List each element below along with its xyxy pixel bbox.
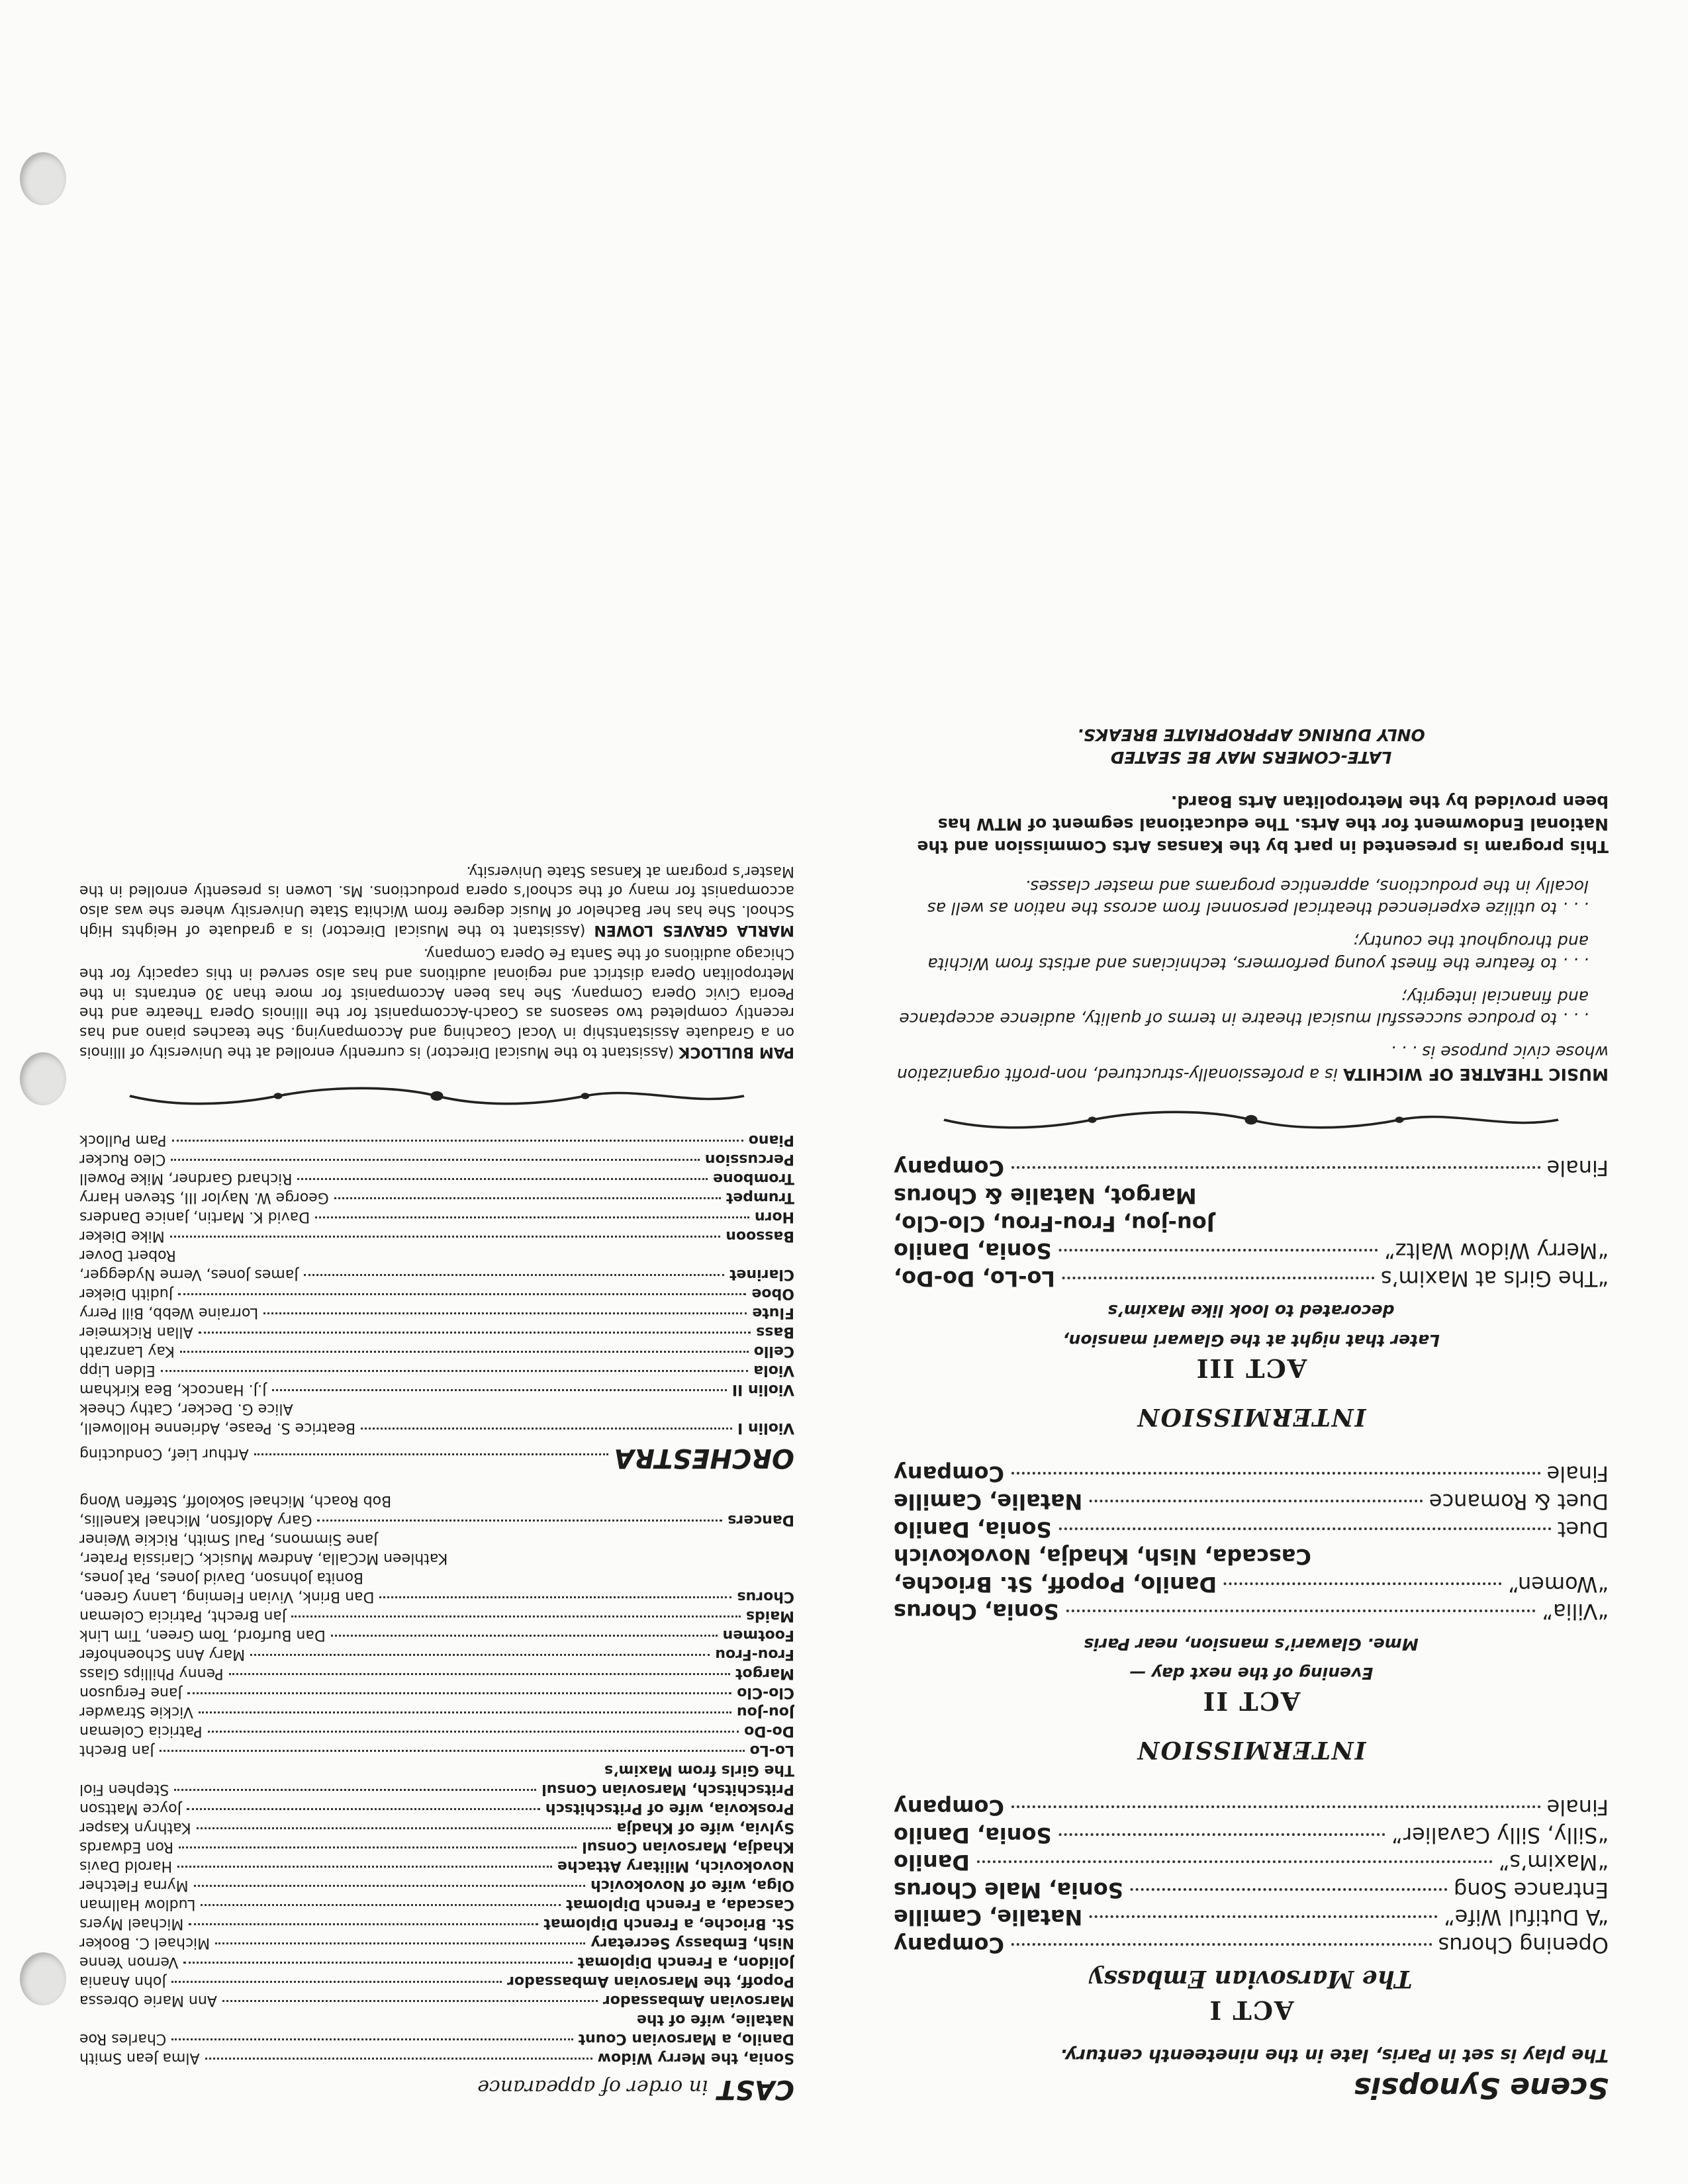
actor-name: Ann Marie Obressa	[79, 1991, 217, 2009]
cast-row	[79, 2029, 794, 2048]
act-setting: decorated to look like Maxim’s	[1107, 1301, 1395, 1321]
actor-name: Alma Jean Smith	[79, 2050, 200, 2066]
bio-name: PAM BULLOCK	[679, 1043, 794, 1060]
dot-leader	[297, 1178, 708, 1180]
number-performers: Natalie, Camille	[894, 1489, 1083, 1515]
actor-name: Patricia Coleman	[79, 1723, 203, 1740]
number-performers: Lo-Lo, Do-Do,	[894, 1265, 1055, 1291]
latecomer-notice	[894, 723, 1609, 768]
dot-leader	[172, 1140, 743, 1142]
cast-row	[79, 1702, 794, 1721]
dot-leader	[1058, 1833, 1385, 1836]
actor-name: Ludlow Hallman	[79, 1895, 196, 1913]
cast-column	[79, 79, 794, 2105]
number-title: Duet	[1557, 1516, 1609, 1542]
actor-name: Vickie Strawder	[79, 1704, 193, 1721]
actor-name: Myrna Fletcher	[79, 1876, 189, 1893]
section-name: Cello	[753, 1343, 794, 1360]
role-name: Maids	[745, 1608, 794, 1625]
section-name: Piano	[748, 1131, 794, 1148]
player-names: Beatrice S. Pease, Adrienne Hollowell,	[79, 1420, 356, 1437]
number-title: Finale	[1546, 1461, 1609, 1487]
role-name: Natalie, wife of the	[636, 2011, 794, 2028]
acts-list	[894, 1154, 1609, 2025]
musical-number	[894, 1931, 1609, 1958]
player-names: Kay Lanzrath	[79, 1343, 175, 1360]
role-name: Popoff, the Marsovian Ambassador	[507, 1972, 794, 1989]
musical-number	[894, 1821, 1609, 1848]
role-name: Nish, Embassy Secretary	[590, 1934, 794, 1951]
role-name: Proskovia, wife of Pritschitsch	[545, 1799, 794, 1817]
intermission-label: INTERMISSION	[1136, 1402, 1366, 1431]
role-name: Khadja, Marsovian Consul	[582, 1838, 794, 1855]
actor-name: John Anania	[79, 1972, 166, 1989]
cast-row	[79, 1721, 794, 1741]
dot-leader	[291, 1615, 741, 1617]
purpose-item: . . . to utilize experienced theatrical personnel from across the nation as well as locally in the productions, apprentice programs and master classes.	[927, 876, 1589, 919]
dot-leader	[160, 1751, 745, 1752]
dot-leader	[1223, 1582, 1501, 1585]
musical-number	[894, 1598, 1609, 1625]
cast-row	[79, 1818, 794, 1837]
player-names: Cleo Rucker	[79, 1150, 166, 1167]
player-names: Judith Dieker	[79, 1285, 173, 1302]
musical-number	[894, 1876, 1609, 1903]
ornament-divider	[933, 1108, 1569, 1132]
dot-leader	[361, 1428, 732, 1430]
role-name: Sylvia, wife of Khadja	[616, 1819, 794, 1836]
cast-row	[79, 1780, 794, 1799]
dot-leader	[170, 1236, 721, 1238]
cast-row	[79, 1914, 794, 1933]
dot-leader	[199, 1332, 751, 1334]
musical-number	[894, 1237, 1609, 1265]
player-names: Mike Dieker	[79, 1227, 165, 1244]
number-performers: Danilo	[894, 1850, 970, 1876]
section-name: Percussion	[704, 1150, 794, 1167]
dot-leader	[1011, 1943, 1432, 1946]
number-title: Finale	[1546, 1795, 1609, 1821]
dot-leader	[187, 1808, 540, 1810]
dot-leader	[205, 2058, 592, 2060]
number-title: “Vilia”	[1542, 1599, 1609, 1625]
dot-leader	[334, 1197, 721, 1199]
number-title: “Maxim’s”	[1498, 1850, 1609, 1876]
number-title: Entrance Song	[1453, 1877, 1609, 1903]
orchestra-row	[79, 1207, 794, 1226]
purpose-item: . . . to produce successful musical theatre in terms of quality, audience acceptance and financial integrity;	[899, 987, 1589, 1029]
chorus-row: Chorus Dan Brink, Vivian Fleming, Lanny Green,	[79, 1588, 794, 1606]
role-name: Danilo, a Marsovian Count	[578, 2030, 794, 2047]
dot-leader	[171, 1159, 700, 1161]
orchestra-row	[79, 1130, 794, 1150]
orchestra-row	[79, 1418, 794, 1437]
role-name: Marsovian Ambassador	[602, 1991, 794, 2009]
number-title: Finale	[1546, 1156, 1609, 1181]
player-names: Elden Lipp	[79, 1362, 156, 1379]
actor-name: Harold Davis	[79, 1857, 173, 1874]
bio-text: (Assistant to the Musical Director) is currently enrolled at the University of Illinois on a Graduate Assistantship in Vocal Coaching and Accompanying. She teaches piano and has recently completed two seasons as Coach-Accompanist for the Illinois Opera Theatre and the Peoria Civic Opera Company. She has been Accompanist for more than 30 entrants in the Metropolitan Opera district and regional auditions and has also served in this capacity for the Chicago auditions of the Santa Fe Opera Company.	[79, 945, 794, 1060]
cast-row	[79, 1799, 794, 1818]
dot-leader	[180, 1351, 749, 1353]
number-performers: Company	[894, 1461, 1004, 1487]
dot-leader	[222, 2000, 598, 2002]
number-title: “Women”	[1508, 1571, 1609, 1597]
cast-row	[79, 2048, 794, 2068]
dot-leader	[208, 1731, 739, 1733]
role-name: Lo-Lo	[749, 1742, 794, 1759]
chorus-line: Jane Simmons, Paul Smith, Rickie Weiner	[79, 1531, 378, 1548]
bio-paragraph	[79, 944, 794, 1062]
cast-row	[79, 1895, 794, 1914]
performers-continued: Margot, Natalie & Chorus	[894, 1183, 1197, 1209]
number-performers: Natalie, Camille	[894, 1905, 1083, 1931]
intermission-label: INTERMISSION	[1136, 1736, 1366, 1764]
role-name: Frou-Frou	[715, 1646, 794, 1663]
purpose-item: . . . to feature the finest young performers, technicians and artists from Wichita and throughout the country;	[927, 932, 1589, 974]
actor-name: Penny Phillips Glass	[79, 1665, 224, 1682]
role-name: St. Brioche, a French Diplomat	[543, 1915, 794, 1932]
actor-name: Vernon Yenne	[79, 1953, 179, 1970]
bio-text: (Assistant to the Musical Director) is a graduate of Heights High School. She has her Bachelor of Music degree from Wichita State University where she was also accompanist for many of the school’s opera productions. Ms. Lowen is presently enrolled in the Master’s program at Kansas State University.	[79, 862, 794, 938]
number-performers: Sonia, Chorus	[894, 1599, 1059, 1625]
cast-row	[79, 1606, 794, 1625]
orchestra-row	[79, 1380, 794, 1399]
dot-leader	[1130, 1888, 1447, 1891]
actor-name: Ron Edwards	[79, 1838, 174, 1855]
dot-leader	[272, 1389, 727, 1391]
cast-list	[79, 1606, 794, 2068]
dot-leader	[263, 1312, 747, 1314]
dancers-line: Bob Roach, Michael Sokoloff, Steffen Wong	[79, 1492, 392, 1510]
dot-leader	[1062, 1277, 1374, 1279]
dot-leader	[250, 1654, 710, 1656]
dot-leader	[304, 1274, 724, 1276]
actor-name: Jane Ferguson	[79, 1684, 182, 1702]
orchestra-heading-row	[79, 1437, 794, 1482]
conductor: Arthur Lief, Conducting	[79, 1445, 249, 1463]
performers-continued: Jou-jou, Frou-Frou, Clo-Clo,	[894, 1210, 1215, 1236]
role-name: Footmen	[722, 1627, 794, 1644]
mtw-intro	[894, 1040, 1609, 1085]
musical-number	[894, 1903, 1609, 1931]
funding-note: This program is presented in part by the Kansas Arts Commission and the National Endowment for the Arts. The educational segment of MTW has been provided by the Metropolitan Arts Board.	[917, 792, 1609, 856]
section-name: Bass	[756, 1324, 794, 1341]
role-name: Pritschitsch, Marsovian Consul	[541, 1780, 794, 1797]
dancers-row: Dancers Gary Adolfson, Michael Kanellis,	[79, 1512, 794, 1529]
dot-leader	[1011, 1167, 1540, 1169]
dot-leader	[183, 1962, 572, 1964]
dot-leader	[1058, 1527, 1551, 1530]
role-name: Jolidon, a French Diplomat	[577, 1953, 794, 1970]
chorus-line: Kathleen McCalla, Andrew Musick, Clarissia Prater,	[79, 1550, 448, 1567]
orchestra-row	[79, 1361, 794, 1380]
number-performers: Sonia, Male Chorus	[894, 1877, 1123, 1903]
number-performers: Company	[894, 1156, 1004, 1181]
cast-row	[79, 1683, 794, 1702]
orchestra-list	[79, 1130, 794, 1438]
dot-leader	[177, 1866, 552, 1868]
dot-leader	[189, 1923, 538, 1925]
mtw-intro-text: is a professionally-structured, non-profit organization whose civic purpose is . . .	[896, 1042, 1609, 1084]
player-names: David K. Martin, Janice Danders	[79, 1208, 310, 1225]
number-title: “Silly, Silly Cavalier”	[1391, 1822, 1609, 1848]
cast-row	[79, 1837, 794, 1856]
musical-number	[894, 1848, 1609, 1876]
role-name: Sonia, the Merry Widow	[597, 2050, 794, 2066]
number-title: Duet & Romance	[1429, 1489, 1609, 1515]
actor-name: Jan Brecht	[79, 1742, 154, 1759]
actor-name: Stephen Fiol	[79, 1780, 169, 1797]
number-title: “A Dutiful Wife”	[1444, 1905, 1609, 1931]
player-names: Robert Dover	[79, 1246, 176, 1263]
number-performers: Company	[894, 1795, 1004, 1821]
dot-leader	[201, 1904, 561, 1906]
cast-row	[79, 1952, 794, 1972]
dot-leader	[229, 1673, 730, 1675]
player-names: J.J. Hancock, Bea Kirkham	[79, 1381, 267, 1398]
dot-leader	[1011, 1472, 1540, 1475]
dot-leader	[1066, 1610, 1536, 1612]
dot-leader	[194, 1885, 585, 1887]
dot-leader	[197, 1827, 612, 1829]
cast-row	[79, 1933, 794, 1952]
cast-row	[79, 1664, 794, 1683]
number-title: Opening Chorus	[1438, 1933, 1609, 1958]
bio-paragraph	[79, 861, 794, 940]
dot-leader	[1058, 1249, 1378, 1251]
musical-number	[894, 1460, 1609, 1488]
player-names: Richard Gardner, Mike Powell	[79, 1169, 293, 1187]
synopsis-column	[894, 79, 1609, 2105]
orchestra-title: ORCHESTRA	[614, 1443, 794, 1474]
act-label: ACT I	[1208, 1995, 1294, 2025]
dot-leader	[1011, 1805, 1540, 1808]
musical-number	[894, 1264, 1609, 1292]
cast-heading: CAST in order of appearance	[477, 2074, 794, 2105]
actor-name: Joyce Mattson	[79, 1799, 182, 1817]
role-name: Margot	[735, 1665, 794, 1682]
actor-name: Mary Ann Schoenhofer	[79, 1646, 246, 1663]
section-name: Bassoon	[726, 1227, 794, 1244]
number-performers: Company	[894, 1933, 1004, 1958]
musical-number	[894, 1515, 1609, 1543]
actor-name: Jan Brecht, Patricia Coleman	[79, 1608, 287, 1625]
dot-leader	[199, 1711, 731, 1713]
dot-leader	[1089, 1500, 1423, 1502]
dot-leader	[1089, 1915, 1437, 1918]
act-label: ACT III	[1195, 1353, 1307, 1383]
section-name: Horn	[754, 1208, 794, 1225]
orchestra-row	[79, 1150, 794, 1169]
dot-leader	[174, 1789, 536, 1791]
setting-note: The play is set in Paris, late in the nineteenth century.	[1060, 2045, 1609, 2066]
player-names: George W. Naylor III, Steven Harry	[79, 1189, 329, 1206]
section-name: Violin II	[731, 1381, 794, 1398]
number-performers: Sonia, Danilo	[894, 1238, 1052, 1264]
punch-hole	[20, 1952, 66, 2005]
number-performers: Sonia, Danilo	[894, 1822, 1052, 1848]
cast-row	[79, 1856, 794, 1876]
musical-number	[894, 1154, 1609, 1182]
cast-row	[79, 1625, 794, 1645]
dot-leader	[187, 1692, 731, 1694]
chorus-line: Bonita Johnson, David Jones, Pat Jones,	[79, 1569, 364, 1586]
punch-hole	[20, 1052, 66, 1105]
section-name: Clarinet	[729, 1266, 794, 1283]
player-names: Allan Rickmeier	[79, 1324, 193, 1341]
role-name: The Girls from Maxim’s	[604, 1761, 794, 1778]
synopsis-title: Scene Synopsis	[1354, 2071, 1609, 2105]
dot-leader	[171, 2038, 573, 2040]
section-name: Oboe	[751, 1285, 794, 1302]
cast-row	[79, 1741, 794, 1760]
dot-leader	[976, 1860, 1492, 1863]
act-setting: Mme. Glawari’s mansion, near Paris	[1084, 1634, 1419, 1654]
mtw-name: MUSIC THEATRE OF WICHITA	[1342, 1064, 1609, 1084]
act-setting: Evening of the next day —	[1129, 1664, 1374, 1684]
musical-number	[894, 1570, 1609, 1598]
purposes-list	[894, 875, 1609, 1030]
player-names: Alice G. Decker, Cathy Cheek	[79, 1400, 293, 1418]
number-performers: Danilo, Popoff, St. Brioche,	[894, 1571, 1217, 1597]
section-name: Viola	[753, 1362, 794, 1379]
cast-row	[79, 1991, 794, 2010]
dot-leader	[331, 1635, 718, 1637]
orchestra-row	[79, 1303, 794, 1322]
number-title: “Merry Widow Waltz”	[1384, 1238, 1609, 1264]
orchestra-row	[79, 1226, 794, 1246]
latecomer-line-1: LATE-COMERS MAY BE SEATED	[1110, 747, 1392, 767]
orchestra-row	[79, 1322, 794, 1342]
orchestra-row	[79, 1188, 794, 1207]
dot-leader	[315, 1216, 749, 1218]
dot-leader	[215, 1942, 585, 1944]
section-name: Trumpet	[726, 1189, 794, 1206]
section-name: Trombone	[713, 1169, 794, 1187]
act-setting: Later that night at the Glawari mansion,	[1062, 1330, 1440, 1350]
section-name: Violin I	[737, 1420, 794, 1437]
dot-leader	[178, 1293, 746, 1295]
cast-row	[79, 1876, 794, 1895]
player-names: Lorraine Webb, Bill Perry	[79, 1304, 259, 1322]
act-subtitle: The Marsovian Embassy	[1090, 1965, 1413, 1993]
orchestra-row	[79, 1169, 794, 1188]
orchestra-row	[79, 1265, 794, 1284]
role-name: Clo-Clo	[737, 1684, 794, 1702]
role-name: Novokovich, Military Attache	[557, 1857, 794, 1874]
number-performers: Sonia, Danilo	[894, 1516, 1052, 1542]
orchestra-row	[79, 1342, 794, 1361]
dot-leader	[161, 1370, 749, 1372]
cast-row	[79, 1645, 794, 1664]
actor-name: Michael C. Booker	[79, 1934, 211, 1951]
dot-leader	[179, 1846, 577, 1848]
musical-number	[894, 1793, 1609, 1821]
number-title: “The Girls at Maxim’s	[1380, 1265, 1609, 1291]
player-names: Pam Pullock	[79, 1131, 167, 1148]
player-names: James Jones, Verne Nydegger,	[79, 1266, 299, 1283]
actor-name: Dan Burford, Tom Green, Tim Link	[79, 1627, 326, 1644]
role-name: Do-Do	[744, 1723, 794, 1740]
role-name: Olga, wife of Novokovich	[590, 1876, 794, 1893]
latecomer-line-2: ONLY DURING APPROPRIATE BREAKS.	[1077, 725, 1425, 745]
act-label: ACT II	[1201, 1686, 1301, 1717]
cast-row	[79, 1972, 794, 1991]
section-name: Flute	[752, 1304, 794, 1322]
punch-hole	[20, 152, 66, 205]
actor-name: Kathryn Kasper	[79, 1819, 191, 1836]
actor-name: Michael Myers	[79, 1915, 184, 1932]
actor-name: Charles Roe	[79, 2030, 167, 2047]
dot-leader	[171, 1981, 502, 1983]
role-name: Jou-Jou	[736, 1704, 794, 1721]
role-name: Cascada, a French Diplomat	[566, 1895, 794, 1913]
musical-number	[894, 1487, 1609, 1515]
performers-continued: Cascada, Nish, Khadja, Novokovich	[894, 1544, 1311, 1570]
bio-name: MARLA GRAVES LOWEN	[594, 921, 794, 938]
ornament-divider	[119, 1084, 755, 1108]
bios-list	[79, 861, 794, 1062]
orchestra-row	[79, 1284, 794, 1303]
